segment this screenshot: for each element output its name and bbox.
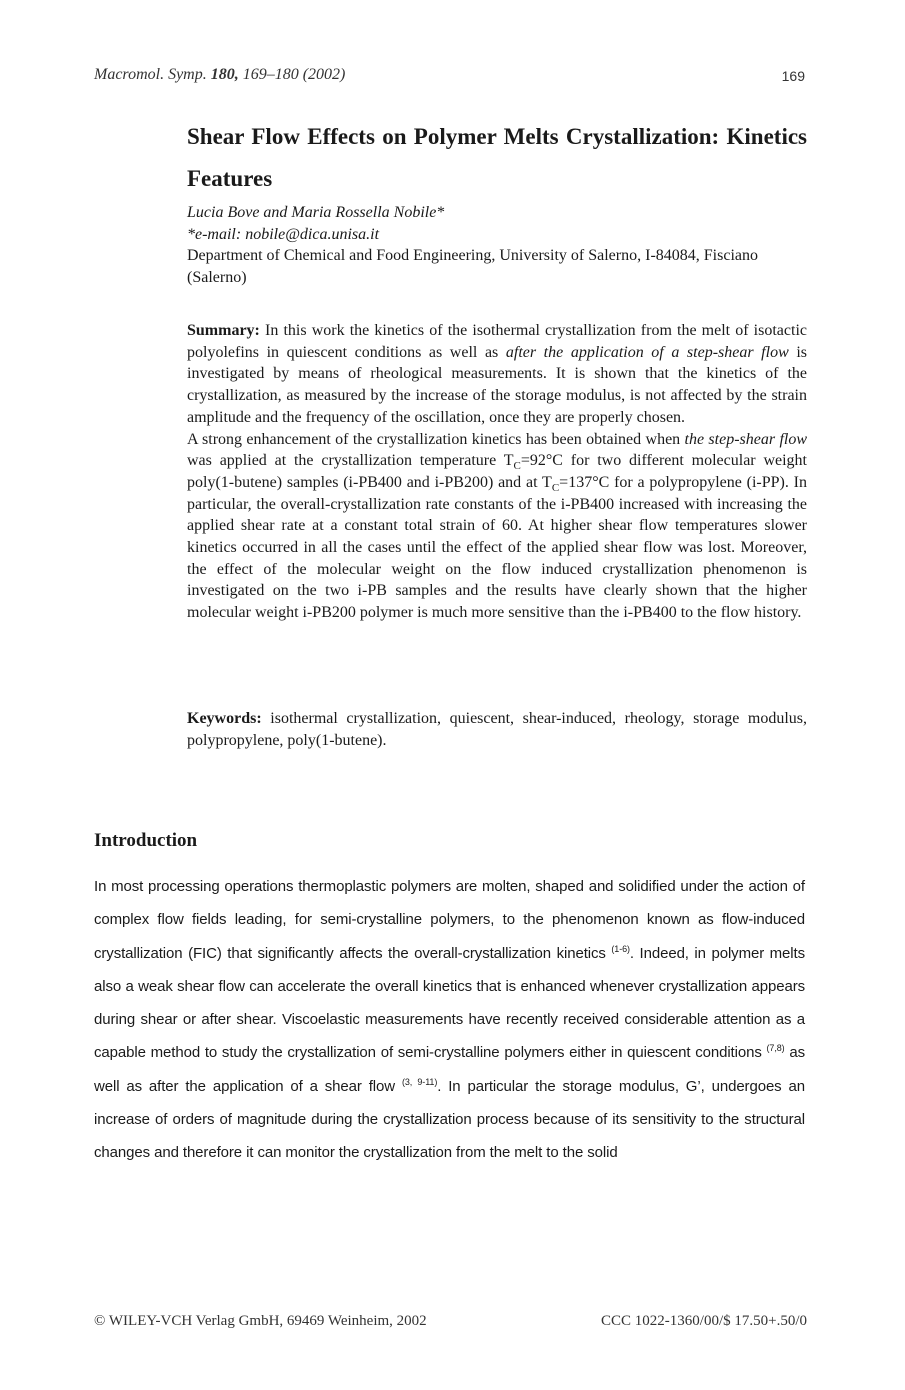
introduction-paragraph [94, 870, 805, 1170]
paper-title: Shear Flow Effects on Polymer Melts Crystallization: Kinetics Features [187, 124, 807, 191]
abstract-text: =92°C for two different molecular weight poly(1-butene) samples (i-PB400 and i-PB200) and at T [187, 452, 807, 491]
keywords-text: isothermal crystallization, quiescent, shear-induced, rheology, storage modulus, polypropylene, poly(1-butene). [187, 710, 808, 749]
body-text: In most processing operations thermoplastic polymers are molten, shaped and solidified under the action of complex flow fields leading, for semi-crystalline polymers, to the phenomenon known as flow-induced crystallization (FIC) that significantly affects the overall-crystallization kinetics [94, 878, 805, 962]
journal-name: Macromol. Symp. [94, 66, 207, 83]
citation-ref: (1-6) [611, 943, 630, 954]
keywords [187, 708, 807, 751]
author-email: *e-mail: nobile@dica.unisa.it [187, 225, 380, 243]
ccc-code: CCC 1022-1360/00/$ 17.50+.50/0 [601, 1313, 807, 1329]
journal-citation [94, 66, 345, 84]
body-text: . In particular the storage modulus, G’, undergoes an increase of orders of magnitude during the crystallization process because of its sensitivity to the structural changes and therefore it can monitor the crystallization from the melt to the solid [94, 1077, 805, 1162]
keywords-label: Keywords: [187, 710, 262, 727]
abstract-text: A strong enhancement of the crystallization kinetics has been obtained when [187, 430, 681, 448]
abstract-paragraph-2 [187, 429, 807, 624]
abstract-text: In this work the kinetics of the isothermal crystallization from the melt of isotactic polyolefins in quiescent conditions as well as [187, 322, 807, 361]
copyright-notice: © WILEY-VCH Verlag GmbH, 69469 Weinheim, 2002 [94, 1313, 427, 1329]
journal-volume: 180, [210, 66, 239, 83]
abstract-text: was applied at the crystallization temperature T [187, 452, 514, 470]
author-affiliation: Department of Chemical and Food Engineering, University of Salerno, I-84084, Fisciano (Salerno) [187, 247, 758, 286]
author-names: Lucia Bove and Maria Rossella Nobile* [187, 204, 445, 221]
abstract-label: Summary: [187, 322, 260, 339]
citation-ref: (3, 9-11) [401, 1076, 438, 1087]
subscript-c: C [513, 460, 521, 473]
abstract-emphasis: after the application of a step-shear flow [505, 343, 789, 361]
section-heading-introduction: Introduction [94, 830, 198, 851]
body-text: . Indeed, in polymer melts also a weak shear flow can accelerate the overall kinetics that is enhanced whenever crystallization appears during shear or after shear. Viscoelastic measurements have recently received considerable attention as a capable method to study the crystallization of semi-crystalline polymers either in quiescent conditions [94, 944, 806, 1062]
abstract-text: =137°C for a polypropylene (i-PP). In particular, the overall-crystallization rate constants of the i-PB400 increased with increasing the applied shear rate at a constant total strain of 60. At higher shear flow temperatures slower kinetics occurred in all the cases until the effect of the applied shear flow was lost. Moreover, the effect of the molecular weight on the flow induced crystallization phenomenon is investigated on the two i-PB samples and the results have clearly shown that the higher molecular weight i-PB200 polymer is much more sensitive than the i-PB400 to the flow history. [187, 473, 808, 622]
citation-ref: (7,8) [766, 1043, 785, 1054]
page-number: 169 [781, 68, 805, 84]
author-block [187, 202, 807, 288]
abstract [187, 320, 807, 624]
abstract-paragraph-1 [187, 320, 807, 429]
abstract-emphasis: the step-shear flow [684, 430, 808, 448]
journal-pages-year: 169–180 (2002) [242, 66, 346, 83]
abstract-text: is investigated by means of rheological measurements. It is shown that the kinetics of the crystallization, as measured by the increase of the storage modulus, is not affected by the strain amplitude and the frequency of the oscillation, once they are properly chosen. [187, 343, 808, 426]
subscript-c: C [551, 482, 560, 495]
body-text: as well as after the application of a shear flow [94, 1044, 805, 1095]
